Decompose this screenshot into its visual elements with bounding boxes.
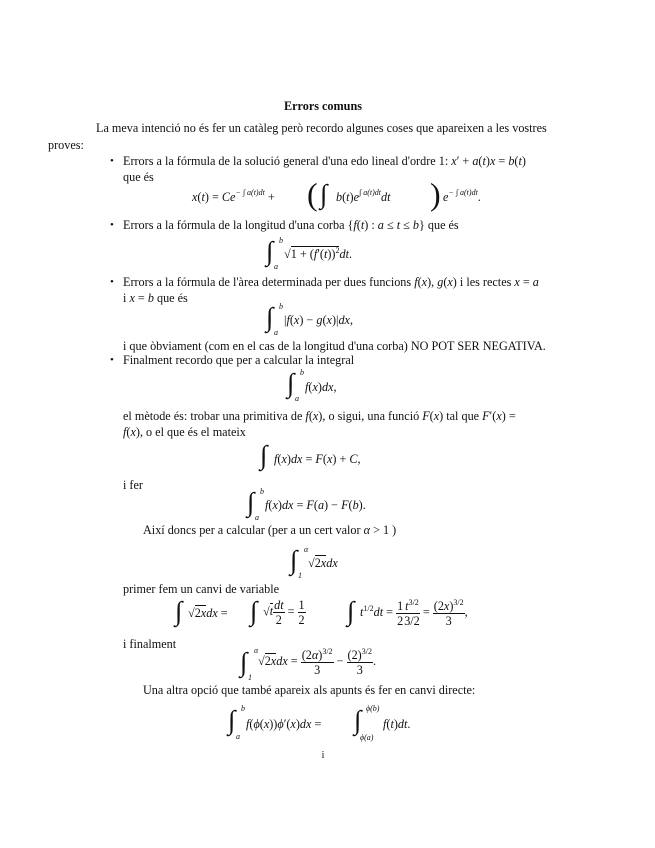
formula-sqrt-integral: ∫ α 1 √2xdx [290, 545, 338, 580]
formula-arc-length: ∫ b a $√1 + (f'(t))^2dt$. [266, 236, 352, 271]
formula-area: ∫ b a |f(x) − g(x)|dx, [266, 302, 353, 337]
bullet-3-line-2: i x = b que és [123, 291, 188, 305]
formula-change-of-variable: ∫ b a f(ϕ(x))ϕ′(x)dx = ∫ ϕ(b) ϕ(a) f(t)dt. [228, 704, 411, 742]
page-title: Errors comuns [284, 99, 362, 113]
page-number: i [321, 750, 325, 761]
bullet-4: • [110, 354, 114, 366]
formula-integral: ∫ b a f(x)dx, [287, 368, 337, 403]
bullet-3: • [110, 276, 114, 288]
formula-final-result: ∫ α 1 √2xdx = $\frac{(2\alpha)^{3/2}}{3}$ − $\frac{(2)^{3/2}}{3}$ . [240, 646, 377, 682]
document-page: Errors comuns La meva intenció no és fer un catàleg però recordo algunes coses que apareixen a les vostres proves: • Errors a la fórmula de la solució general d'una edo lineal d'ordre 1: x′ + a(t)x = b(t) que és $x(t) = Ce^{- \int a(t)dt}$ + ( ∫ $b(t)e^{\int a(t)dt}dt$ ) $e^{- \int a(t)dt}$. • Errors a la fórmula de la longitud d'una corba {f(t) : a ≤ t ≤ b} que és ∫ b a $√1 + (f'(t))^2dt$. • Errors a la fórmula de l'àrea determinada per dues funcions f(x), g(x) i les rectes x = a i x = b que és ∫ b a |f(x) − g(x)|dx, i que òbviament (com en el cas de la longitud d'una corba) NO POT SER NEGATIVA. • Finalment recordo que per a calcular la integral ∫ b a f(x)dx, el mètode és: trobar una primitiva de f(x), o sigui, una funció F(x) tal que F′(x) = f(x), o el que és el mateix ∫ f(x)dx = F(x) + C, i fer ∫ b a f(x)dx = F(a) − F(b). Així doncs per a calcular (per a un cert valor α > 1 ) ∫ α 1 √2xdx primer fem un canvi de variable ∫ √2xdx = ∫ √t $\frac{dt}{2}$ = $\frac{1}{2}$ ∫ $t^{1/2}dt$ = $\frac{1}{2}$ $\frac{t^{3/2}}{3/2}$ = $\frac{(2x)^{3/2}}{3}$ , i finalment ∫ α 1 √2xdx = $\frac{(2\alpha)^{3/2}}{3}$ − $\frac{(2)^{3/2}}{3}$ . Una altra opció que també apareix als apunts és fer en canvi directe: ∫ b a f(ϕ(x))ϕ′(x)dx = ∫ ϕ(b) ϕ(a) f(t)dt. i [76, 0, 570, 848]
formula-substitution: ∫ √2xdx = ∫ √t $\frac{dt}{2}$ = $\frac{1}{2}$ ∫ $t^{1/2}dt$ = $\frac{1}{2}$ $\frac{t^{3/2}}{3/2}$ = $\frac{(2x)^{3/2}}{3}$ , [175, 596, 468, 629]
bullet-1-text: Errors a la fórmula de la solució general d'una edo lineal d'ordre 1: x′ + a(t)x = b(t) [123, 154, 526, 168]
bullet-1: • [110, 155, 114, 167]
intro-line-2: proves: [48, 138, 84, 152]
bullet-4-metode: el mètode és: trobar una primitiva de f(x), o sigui, una funció F(x) tal que F′(x) = [123, 409, 516, 423]
bullet-4-altra: Una altra opció que també apareix als apunts és fer en canvi directe: [143, 683, 476, 697]
bullet-2-text: Errors a la fórmula de la longitud d'una corba {f(t) : a ≤ t ≤ b} que és [123, 218, 459, 232]
bullet-2: • [110, 219, 114, 231]
bullet-4-metode-2: f(x), o el que és el mateix [123, 425, 246, 439]
bullet-4-ifer: i fer [123, 478, 143, 492]
formula-barrow: ∫ b a f(x)dx = F(a) − F(b). [247, 487, 366, 522]
bullet-3-remark: i que òbviament (com en el cas de la longitud d'una corba) NO POT SER NEGATIVA. [123, 339, 546, 353]
bullet-4-primer: primer fem un canvi de variable [123, 582, 279, 596]
intro-line-1: La meva intenció no és fer un catàleg però recordo algunes coses que apareixen a les vostres [96, 121, 547, 135]
bullet-3-text: Errors a la fórmula de l'àrea determinada per dues funcions f(x), g(x) i les rectes x = a [123, 275, 539, 289]
formula-antiderivative: ∫ f(x)dx = F(x) + C, [260, 440, 361, 470]
bullet-4-final: i finalment [123, 637, 177, 651]
bullet-4-aixi: Així doncs per a calcular (per a un cert valor α > 1 ) [143, 523, 397, 537]
bullet-1-line-2: que és [123, 170, 154, 184]
bullet-4-text: Finalment recordo que per a calcular la integral [123, 353, 355, 367]
